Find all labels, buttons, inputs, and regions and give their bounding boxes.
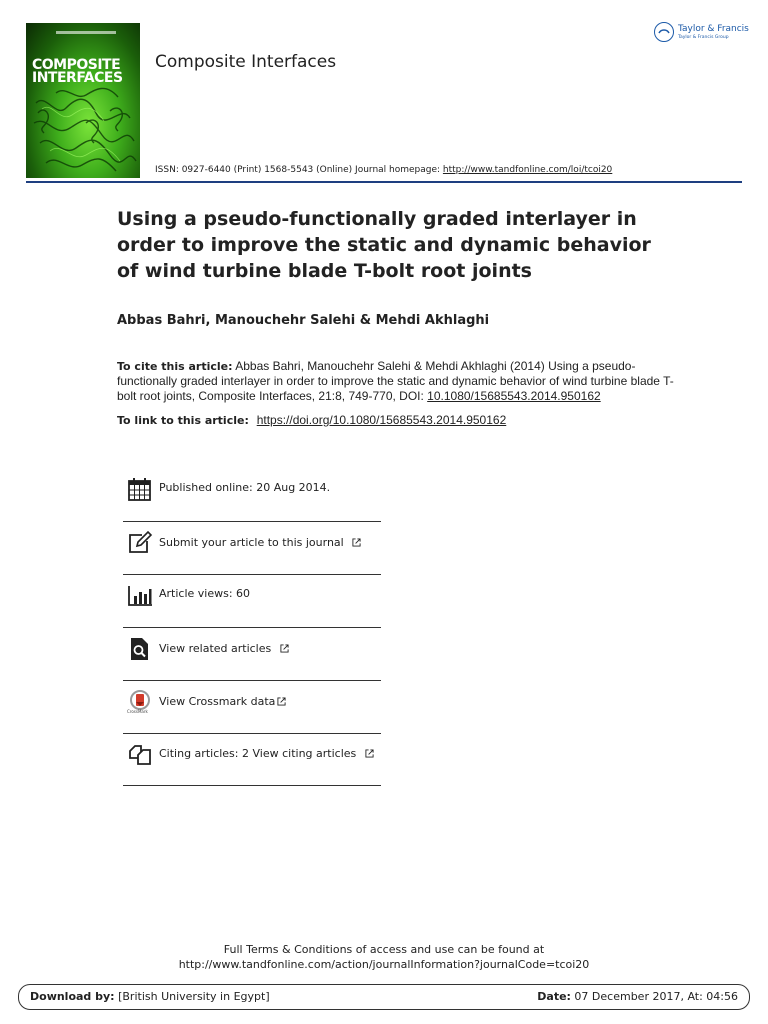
- article-title: Using a pseudo-functionally graded interlayer in order to improve the static and dynamic behavior of wind turbine blade T-bolt root joints: [117, 208, 651, 282]
- download-date-value: 07 December 2017, At: 04:56: [570, 990, 738, 1003]
- external-link-icon: [352, 538, 361, 547]
- journal-homepage-link[interactable]: http://www.tandfonline.com/loi/tcoi20: [442, 165, 613, 175]
- submit-article-text: Submit your article to this journal: [159, 536, 344, 549]
- related-articles-item[interactable]: [123, 628, 381, 681]
- header-rule: [26, 181, 742, 183]
- download-by-label: Download by:: [30, 990, 115, 1003]
- related-articles-link[interactable]: [159, 642, 289, 655]
- crossmark-text: View Crossmark data: [159, 695, 276, 708]
- publisher-logo-icon: [654, 22, 674, 42]
- issn-line: [155, 165, 612, 175]
- related-search-icon: [127, 636, 153, 662]
- download-by: [30, 990, 270, 1003]
- crossmark-badge-label: CrossMark: [127, 709, 148, 714]
- crossmark-item[interactable]: [123, 681, 381, 734]
- citing-articles-text: Citing articles: 2 View citing articles: [159, 747, 357, 760]
- citation-label: To cite this article:: [117, 360, 233, 373]
- terms-link[interactable]: http://www.tandfonline.com/action/journalInformation?journalCode=tcoi20: [178, 958, 590, 971]
- submit-article-item[interactable]: [123, 522, 381, 575]
- bar-chart-icon: [127, 583, 153, 609]
- related-articles-text: View related articles: [159, 642, 272, 655]
- citing-articles-item[interactable]: [123, 733, 381, 786]
- article-link-label: To link to this article:: [117, 414, 253, 427]
- citation-doi-link[interactable]: 10.1080/15685543.2014.950162: [427, 389, 601, 403]
- publisher-logo[interactable]: [654, 22, 754, 48]
- publisher-name: Taylor & Francis: [678, 24, 749, 34]
- article-views-text: Article views: 60: [159, 587, 251, 600]
- download-by-value: [British University in Egypt]: [114, 990, 270, 1003]
- cover-title-line1: COMPOSITE: [32, 57, 121, 73]
- download-date: [537, 990, 738, 1003]
- article-views-item: [123, 575, 381, 628]
- crossmark-link[interactable]: [159, 695, 286, 708]
- journal-cover-image: [26, 23, 140, 178]
- citing-articles-link[interactable]: [159, 747, 374, 760]
- download-info-bar: [18, 984, 750, 1010]
- edit-icon: [127, 530, 153, 556]
- published-online-text: Published online: 20 Aug 2014.: [159, 481, 331, 494]
- submit-article-link[interactable]: [159, 536, 361, 549]
- publisher-sub: Taylor & Francis Group: [678, 35, 729, 40]
- citation-text: Abbas Bahri, Manouchehr Salehi & Mehdi Akhlaghi (2014) Using a pseudo-functionally graded interlayer in order to improve the static and dynamic behavior of wind turbine blade T-bolt root joints, Composite Interfaces, 21:8, 749-770, DOI:: [117, 359, 674, 403]
- external-link-icon: [277, 697, 286, 706]
- cover-title-line2: INTERFACES: [32, 70, 123, 86]
- article-authors: Abbas Bahri, Manouchehr Salehi & Mehdi Akhlaghi: [117, 313, 490, 328]
- calendar-icon: [127, 477, 153, 503]
- article-doi-link[interactable]: https://doi.org/10.1080/15685543.2014.950162: [256, 413, 507, 427]
- citing-documents-icon: [127, 741, 153, 767]
- terms-line1: Full Terms & Conditions of access and use can be found at: [223, 943, 545, 956]
- cover-top-band: [56, 31, 116, 34]
- citation-block: [117, 359, 677, 404]
- published-online-item: [123, 469, 381, 522]
- external-link-icon: [280, 644, 289, 653]
- article-link-line: [117, 413, 506, 427]
- cover-title: [32, 59, 136, 85]
- download-date-label: Date:: [537, 990, 571, 1003]
- terms-notice: [0, 942, 768, 972]
- external-link-icon: [365, 749, 374, 758]
- cover-texture: [26, 23, 140, 178]
- journal-name: Composite Interfaces: [155, 52, 337, 72]
- issn-text: ISSN: 0927-6440 (Print) 1568-5543 (Online) Journal homepage:: [155, 165, 443, 175]
